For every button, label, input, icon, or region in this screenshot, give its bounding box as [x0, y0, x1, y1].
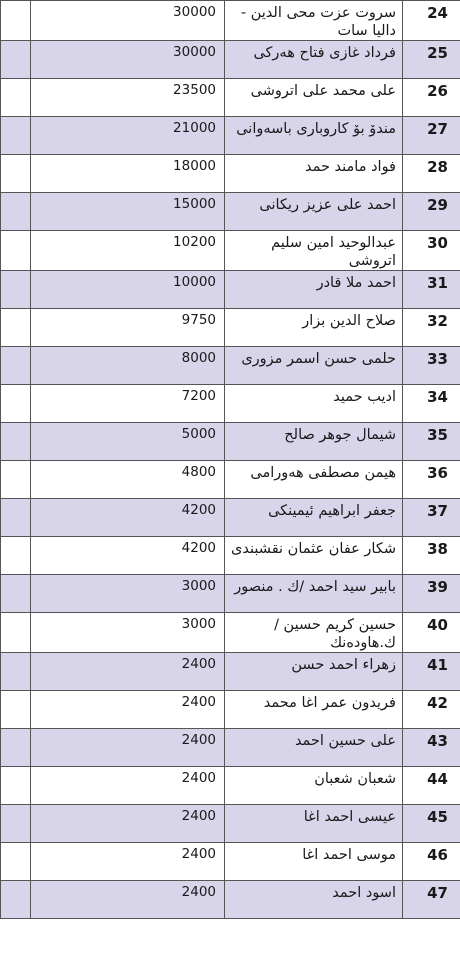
empty-cell	[1, 691, 31, 729]
name-cell: ادیب حمید	[225, 385, 403, 423]
amount-cell: 2400	[31, 653, 225, 691]
name-cell: اسود احمد	[225, 881, 403, 919]
table-row	[1, 537, 460, 575]
empty-cell	[1, 767, 31, 805]
name-cell: علی حسین احمد	[225, 729, 403, 767]
empty-cell	[1, 309, 31, 347]
row-number-cell: 40	[403, 613, 460, 653]
name-cell: احمد ملا قادر	[225, 271, 403, 309]
amount-cell: 3000	[31, 613, 225, 653]
amount-cell: 18000	[31, 155, 225, 193]
name-cell: علی محمد علی اتروشی	[225, 79, 403, 117]
row-number-cell: 39	[403, 575, 460, 613]
name-cell: سروت عزت محی الدین - دالیا سات	[225, 1, 403, 41]
name-cell: احمد علی عزیز ریکانی	[225, 193, 403, 231]
table-row	[1, 691, 460, 729]
amount-cell: 7200	[31, 385, 225, 423]
row-number-cell: 42	[403, 691, 460, 729]
table-row	[1, 767, 460, 805]
amount-cell: 10200	[31, 231, 225, 271]
table-row	[1, 155, 460, 193]
table-row	[1, 575, 460, 613]
amount-cell: 3000	[31, 575, 225, 613]
amount-cell: 2400	[31, 767, 225, 805]
amount-cell: 4200	[31, 537, 225, 575]
row-number-cell: 33	[403, 347, 460, 385]
amount-cell: 2400	[31, 843, 225, 881]
table-row	[1, 653, 460, 691]
amount-cell: 9750	[31, 309, 225, 347]
row-number-cell: 31	[403, 271, 460, 309]
amount-cell: 21000	[31, 117, 225, 155]
table-row	[1, 117, 460, 155]
empty-cell	[1, 575, 31, 613]
name-cell: شیمال جوهر صالح	[225, 423, 403, 461]
empty-cell	[1, 41, 31, 79]
amount-cell: 2400	[31, 691, 225, 729]
row-number-cell: 26	[403, 79, 460, 117]
table-row	[1, 271, 460, 309]
amount-cell: 30000	[31, 1, 225, 41]
amount-cell: 10000	[31, 271, 225, 309]
table-row	[1, 79, 460, 117]
row-number-cell: 36	[403, 461, 460, 499]
empty-cell	[1, 79, 31, 117]
name-cell: حلمی حسن اسمر مزوری	[225, 347, 403, 385]
table-row	[1, 385, 460, 423]
name-cell: عبدالوحید امین سلیم اتروشی	[225, 231, 403, 271]
empty-cell	[1, 193, 31, 231]
row-number-cell: 32	[403, 309, 460, 347]
table-row	[1, 729, 460, 767]
empty-cell	[1, 1, 31, 41]
empty-cell	[1, 117, 31, 155]
name-cell: حسین کریم حسین /ك.هاودەنك	[225, 613, 403, 653]
empty-cell	[1, 843, 31, 881]
name-cell: فرداد غازی فتاح هەرکی	[225, 41, 403, 79]
empty-cell	[1, 271, 31, 309]
table-row	[1, 1, 460, 41]
row-number-cell: 47	[403, 881, 460, 919]
row-number-cell: 34	[403, 385, 460, 423]
name-cell: صلاح الدین بزار	[225, 309, 403, 347]
table-row	[1, 805, 460, 843]
empty-cell	[1, 155, 31, 193]
row-number-cell: 28	[403, 155, 460, 193]
empty-cell	[1, 805, 31, 843]
name-cell: مندۆ بۆ کاروباری باسەوانی	[225, 117, 403, 155]
table-row	[1, 843, 460, 881]
row-number-cell: 37	[403, 499, 460, 537]
empty-cell	[1, 537, 31, 575]
table-row	[1, 613, 460, 653]
name-cell: بابیر سید احمد /ك . منصور	[225, 575, 403, 613]
table-row	[1, 881, 460, 919]
row-number-cell: 44	[403, 767, 460, 805]
amount-cell: 2400	[31, 805, 225, 843]
name-cell: فریدون عمر اغا محمد	[225, 691, 403, 729]
table-row	[1, 423, 460, 461]
table-row	[1, 309, 460, 347]
name-cell: فواد مامند حمد	[225, 155, 403, 193]
amount-cell: 4200	[31, 499, 225, 537]
amount-cell: 5000	[31, 423, 225, 461]
table-row	[1, 193, 460, 231]
empty-cell	[1, 653, 31, 691]
name-cell: موسی احمد اغا	[225, 843, 403, 881]
row-number-cell: 29	[403, 193, 460, 231]
amount-cell: 2400	[31, 729, 225, 767]
empty-cell	[1, 499, 31, 537]
name-cell: شعبان شعبان	[225, 767, 403, 805]
name-cell: جعفر ابراهیم ئیمینکی	[225, 499, 403, 537]
row-number-cell: 41	[403, 653, 460, 691]
amount-cell: 2400	[31, 881, 225, 919]
empty-cell	[1, 729, 31, 767]
empty-cell	[1, 461, 31, 499]
row-number-cell: 25	[403, 41, 460, 79]
empty-cell	[1, 613, 31, 653]
name-cell: شکار عفان عثمان نقشبندی	[225, 537, 403, 575]
amount-cell: 8000	[31, 347, 225, 385]
table-row	[1, 231, 460, 271]
amount-cell: 30000	[31, 41, 225, 79]
row-number-cell: 24	[403, 1, 460, 41]
row-number-cell: 38	[403, 537, 460, 575]
empty-cell	[1, 231, 31, 271]
empty-cell	[1, 385, 31, 423]
table-row	[1, 461, 460, 499]
name-cell: زهراء احمد حسن	[225, 653, 403, 691]
table-body	[1, 1, 460, 919]
name-cell: هیمن مصطفی هەورامی	[225, 461, 403, 499]
empty-cell	[1, 881, 31, 919]
empty-cell	[1, 347, 31, 385]
empty-cell	[1, 423, 31, 461]
row-number-cell: 45	[403, 805, 460, 843]
amount-cell: 4800	[31, 461, 225, 499]
table-row	[1, 41, 460, 79]
amount-cell: 23500	[31, 79, 225, 117]
name-cell: عیسی احمد اغا	[225, 805, 403, 843]
row-number-cell: 27	[403, 117, 460, 155]
row-number-cell: 46	[403, 843, 460, 881]
row-number-cell: 43	[403, 729, 460, 767]
row-number-cell: 30	[403, 231, 460, 271]
table-row	[1, 347, 460, 385]
table-row	[1, 499, 460, 537]
amount-cell: 15000	[31, 193, 225, 231]
row-number-cell: 35	[403, 423, 460, 461]
